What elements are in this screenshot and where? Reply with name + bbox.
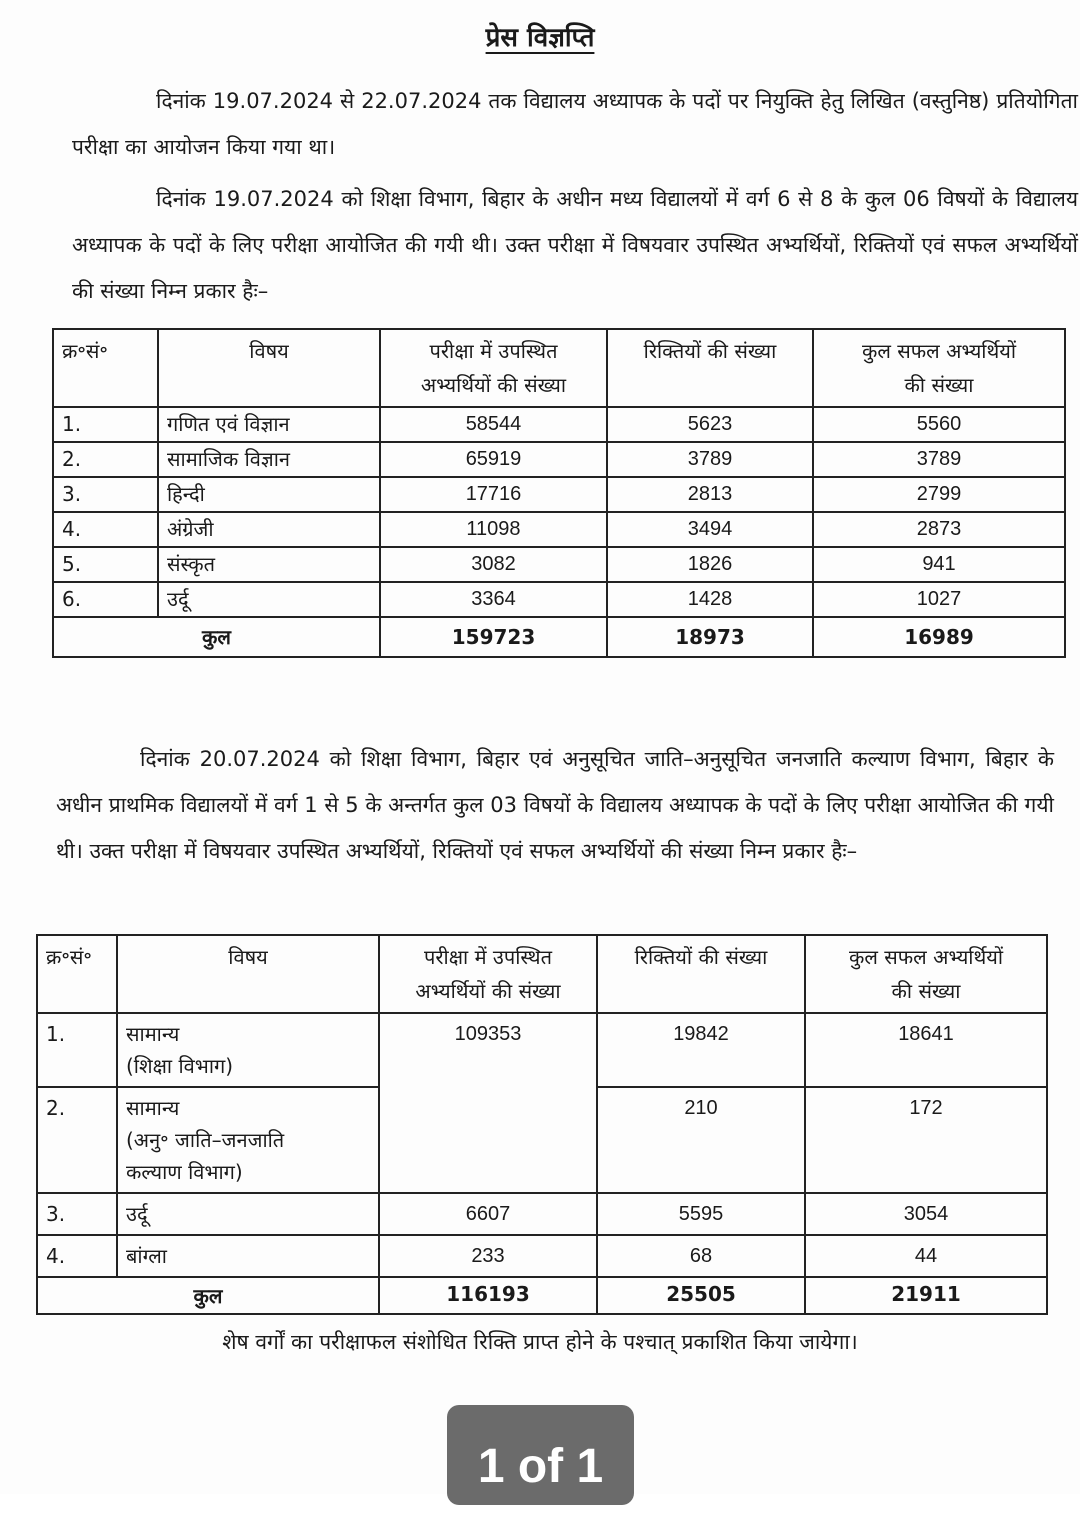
paragraph-intro-text: दिनांक 19.07.2024 से 22.07.2024 तक विद्यालय अध्यापक के पदों पर नियुक्ति हेतु लिखित (वस्तुनिष्ठ) प्रतियोगिता परीक्षा का आयोजन किया गया था। — [72, 89, 1078, 159]
cell-passed: 1027 — [813, 582, 1065, 617]
cell-passed: 2873 — [813, 512, 1065, 547]
cell-appeared: 3082 — [380, 547, 607, 582]
total-vacancies: 25505 — [597, 1277, 805, 1314]
total-passed: 16989 — [813, 617, 1065, 657]
page-indicator: 1 of 1 — [447, 1405, 634, 1505]
header-vacancies: रिक्तियों की संख्या — [607, 329, 813, 407]
cell-serial: 2. — [53, 442, 158, 477]
cell-passed: 2799 — [813, 477, 1065, 512]
page-title: प्रेस विज्ञप्ति — [485, 23, 595, 53]
cell-appeared-merged: 109353 — [379, 1013, 597, 1193]
cell-serial: 1. — [37, 1013, 117, 1087]
cell-serial: 4. — [37, 1235, 117, 1277]
cell-vacancies: 19842 — [597, 1013, 805, 1087]
cell-appeared: 6607 — [379, 1193, 597, 1235]
cell-serial: 4. — [53, 512, 158, 547]
cell-vacancies: 2813 — [607, 477, 813, 512]
results-table-class-1-5 — [36, 934, 1048, 1315]
cell-appeared: 233 — [379, 1235, 597, 1277]
cell-passed: 941 — [813, 547, 1065, 582]
header-serial: क्र॰सं॰ — [37, 935, 117, 1013]
cell-subject: उर्दू — [117, 1193, 379, 1235]
footer-note: शेष वर्गों का परीक्षाफल संशोधित रिक्ति प्राप्त होने के पश्चात् प्रकाशित किया जायेगा। — [222, 1330, 858, 1354]
table-row — [37, 1013, 1047, 1087]
header-appeared: परीक्षा में उपस्थित अभ्यर्थियों की संख्या — [379, 935, 597, 1013]
cell-subject: सामान्य (अनु॰ जाति–जनजाति कल्याण विभाग) — [117, 1087, 379, 1193]
cell-serial: 5. — [53, 547, 158, 582]
paragraph-intro — [72, 78, 1078, 170]
cell-vacancies: 5623 — [607, 407, 813, 442]
cell-appeared: 11098 — [380, 512, 607, 547]
paragraph-middle-school-text: दिनांक 19.07.2024 को शिक्षा विभाग, बिहार के अधीन मध्य विद्यालयों में वर्ग 6 से 8 के कुल 06 विषयों के विद्यालय अध्यापक के पदों के लिए परीक्षा आयोजित की गयी थी। उक्त परीक्षा में विषयवार उपस्थित अभ्यर्थियों, रिक्तियों एवं सफल अभ्यर्थियों की संख्या निम्न प्रकार हैः– — [72, 187, 1078, 303]
cell-appeared: 17716 — [380, 477, 607, 512]
cell-vacancies: 210 — [597, 1087, 805, 1193]
cell-passed: 3054 — [805, 1193, 1047, 1235]
cell-serial: 1. — [53, 407, 158, 442]
header-vacancies: रिक्तियों की संख्या — [597, 935, 805, 1013]
paragraph-primary-school — [56, 736, 1054, 874]
cell-vacancies: 3789 — [607, 442, 813, 477]
cell-vacancies: 1826 — [607, 547, 813, 582]
table-total-row — [37, 1277, 1047, 1314]
cell-subject: बांग्ला — [117, 1235, 379, 1277]
cell-vacancies: 5595 — [597, 1193, 805, 1235]
cell-serial: 3. — [53, 477, 158, 512]
table-row — [37, 1235, 1047, 1277]
header-passed: कुल सफल अभ्यर्थियों की संख्या — [805, 935, 1047, 1013]
total-label: कुल — [53, 617, 380, 657]
header-subject: विषय — [117, 935, 379, 1013]
table-row — [53, 512, 1065, 547]
header-serial: क्र॰सं॰ — [53, 329, 158, 407]
cell-appeared: 58544 — [380, 407, 607, 442]
table-header-row — [37, 935, 1047, 1013]
cell-vacancies: 1428 — [607, 582, 813, 617]
cell-subject: उर्दू — [158, 582, 380, 617]
total-appeared: 116193 — [379, 1277, 597, 1314]
header-passed: कुल सफल अभ्यर्थियों की संख्या — [813, 329, 1065, 407]
cell-subject: गणित एवं विज्ञान — [158, 407, 380, 442]
table-total-row — [53, 617, 1065, 657]
total-passed: 21911 — [805, 1277, 1047, 1314]
cell-passed: 3789 — [813, 442, 1065, 477]
cell-vacancies: 3494 — [607, 512, 813, 547]
cell-passed: 5560 — [813, 407, 1065, 442]
table-header-row — [53, 329, 1065, 407]
cell-passed: 18641 — [805, 1013, 1047, 1087]
cell-subject: संस्कृत — [158, 547, 380, 582]
cell-serial: 6. — [53, 582, 158, 617]
results-table-class-6-8 — [52, 328, 1066, 658]
cell-passed: 172 — [805, 1087, 1047, 1193]
cell-subject: सामाजिक विज्ञान — [158, 442, 380, 477]
cell-passed: 44 — [805, 1235, 1047, 1277]
total-label: कुल — [37, 1277, 379, 1314]
cell-subject: हिन्दी — [158, 477, 380, 512]
cell-appeared: 3364 — [380, 582, 607, 617]
header-subject: विषय — [158, 329, 380, 407]
cell-serial: 3. — [37, 1193, 117, 1235]
paragraph-primary-school-text: दिनांक 20.07.2024 को शिक्षा विभाग, बिहार एवं अनुसूचित जाति–अनुसूचित जनजाति कल्याण विभाग, बिहार के अधीन प्राथमिक विद्यालयों में वर्ग 1 से 5 के अन्तर्गत कुल 03 विषयों के विद्यालय अध्यापक के पदों के लिए परीक्षा आयोजित की गयी थी। उक्त परीक्षा में विषयवार उपस्थित अभ्यर्थियों, रिक्तियों एवं सफल अभ्यर्थियों की संख्या निम्न प्रकार हैः– — [56, 747, 1054, 863]
cell-appeared: 65919 — [380, 442, 607, 477]
table-row — [53, 477, 1065, 512]
table-row — [37, 1193, 1047, 1235]
header-appeared: परीक्षा में उपस्थित अभ्यर्थियों की संख्या — [380, 329, 607, 407]
cell-subject: सामान्य (शिक्षा विभाग) — [117, 1013, 379, 1087]
cell-vacancies: 68 — [597, 1235, 805, 1277]
total-vacancies: 18973 — [607, 617, 813, 657]
paragraph-middle-school — [72, 176, 1078, 314]
table-row — [53, 407, 1065, 442]
total-appeared: 159723 — [380, 617, 607, 657]
table-row — [53, 547, 1065, 582]
cell-subject: अंग्रेजी — [158, 512, 380, 547]
cell-serial: 2. — [37, 1087, 117, 1193]
table-row — [53, 442, 1065, 477]
table-row — [53, 582, 1065, 617]
